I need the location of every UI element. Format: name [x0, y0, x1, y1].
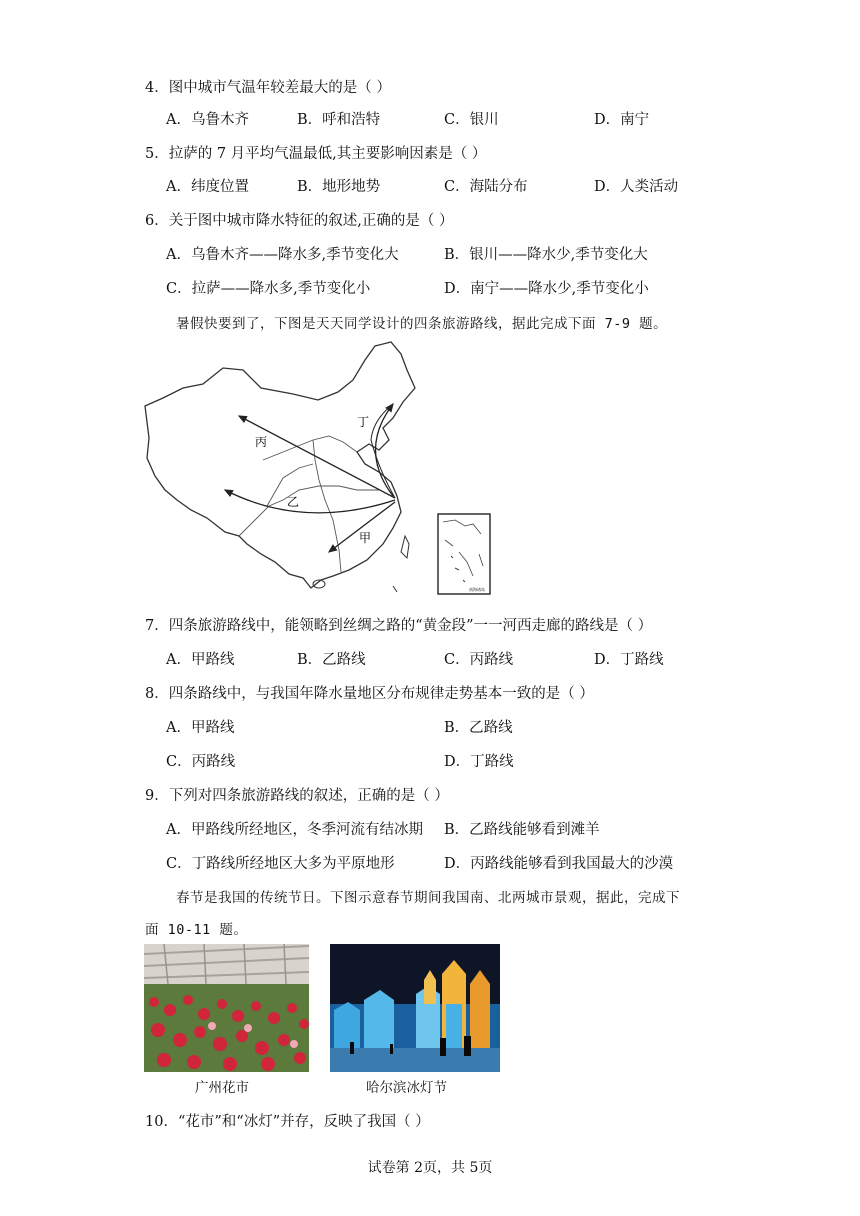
q8-option-d[interactable]: D．丁路线: [444, 754, 514, 770]
harbin-ice-festival-photo: [330, 944, 500, 1072]
inset-label: 南海诸岛: [469, 587, 485, 592]
label-bing: 丙: [255, 435, 268, 449]
guangzhou-caption: 广州花市: [195, 1080, 249, 1096]
intro-7-9: 暑假快要到了，下图是天天同学设计的四条旅游路线，据此完成下面 7-9 题。: [176, 316, 668, 332]
q4-option-b[interactable]: B．呼和浩特: [297, 112, 381, 128]
q8-option-c[interactable]: C．丙路线: [166, 754, 236, 770]
q7-option-d[interactable]: D．丁路线: [594, 652, 664, 668]
question-4-stem: 4．图中城市气温年较差最大的是（ ）: [145, 80, 391, 96]
q6-option-d[interactable]: D．南宁——降水少,季节变化小: [444, 281, 649, 297]
q6-option-a[interactable]: A．乌鲁木齐——降水多,季节变化大: [166, 247, 399, 263]
q5-option-c[interactable]: C．海陆分布: [444, 179, 528, 195]
harbin-caption: 哈尔滨冰灯节: [366, 1080, 447, 1096]
guangzhou-flower-market-photo: [144, 944, 309, 1072]
q9-option-a[interactable]: A．甲路线所经地区，冬季河流有结冰期: [166, 822, 423, 838]
page-footer: 试卷第 2页，共 5页: [367, 1160, 493, 1176]
q5-option-d[interactable]: D．人类活动: [594, 179, 679, 195]
question-9-stem: 9．下列对四条旅游路线的叙述，正确的是（ ）: [145, 788, 449, 804]
q7-option-a[interactable]: A．甲路线: [166, 652, 235, 668]
route-map-svg: [143, 340, 503, 596]
q9-option-c[interactable]: C．丁路线所经地区大多为平原地形: [166, 856, 395, 872]
q8-option-b[interactable]: B．乙路线: [444, 720, 513, 736]
question-5-stem: 5．拉萨的 7 月平均气温最低,其主要影响因素是（ ）: [145, 146, 487, 162]
q5-option-a[interactable]: A．纬度位置: [166, 179, 249, 195]
q9-option-d[interactable]: D．丙路线能够看到我国最大的沙漠: [444, 856, 674, 872]
label-jia: 甲: [359, 531, 372, 545]
route-bing: [239, 416, 395, 498]
china-outline: [145, 342, 415, 588]
intro-10-11-line1: 春节是我国的传统节日。下图示意春节期间我国南、北两城市景观，据此，完成下: [176, 890, 680, 906]
q4-option-c[interactable]: C．银川: [444, 112, 499, 128]
question-7-stem: 7．四条旅游路线中，能领略到丝绸之路的“黄金段”一一河西走廊的路线是（ ）: [145, 618, 653, 634]
route-yi: [225, 490, 395, 513]
q7-option-b[interactable]: B．乙路线: [297, 652, 366, 668]
intro-10-11-line2: 面 10-11 题。: [145, 922, 248, 938]
question-8-stem: 8．四条路线中，与我国年降水量地区分布规律走势基本一致的是（ ）: [145, 686, 594, 702]
q4-option-d[interactable]: D．南宁: [594, 112, 650, 128]
label-ding: 丁: [357, 415, 370, 429]
china-route-map: [143, 340, 503, 596]
q6-option-b[interactable]: B．银川——降水少,季节变化大: [444, 247, 648, 263]
south-china-sea-inset: [438, 514, 490, 594]
label-yi: 乙: [287, 495, 300, 509]
question-10-stem: 10．“花市”和“冰灯”并存，反映了我国（ ）: [145, 1114, 430, 1130]
q6-option-c[interactable]: C．拉萨——降水多,季节变化小: [166, 281, 371, 297]
q8-option-a[interactable]: A．甲路线: [166, 720, 235, 736]
question-6-stem: 6．关于图中城市降水特征的叙述,正确的是（ ）: [145, 213, 454, 229]
q4-option-a[interactable]: A．乌鲁木齐: [166, 112, 249, 128]
q9-option-b[interactable]: B．乙路线能够看到滩羊: [444, 822, 600, 838]
q5-option-b[interactable]: B．地形地势: [297, 179, 381, 195]
q7-option-c[interactable]: C．丙路线: [444, 652, 514, 668]
